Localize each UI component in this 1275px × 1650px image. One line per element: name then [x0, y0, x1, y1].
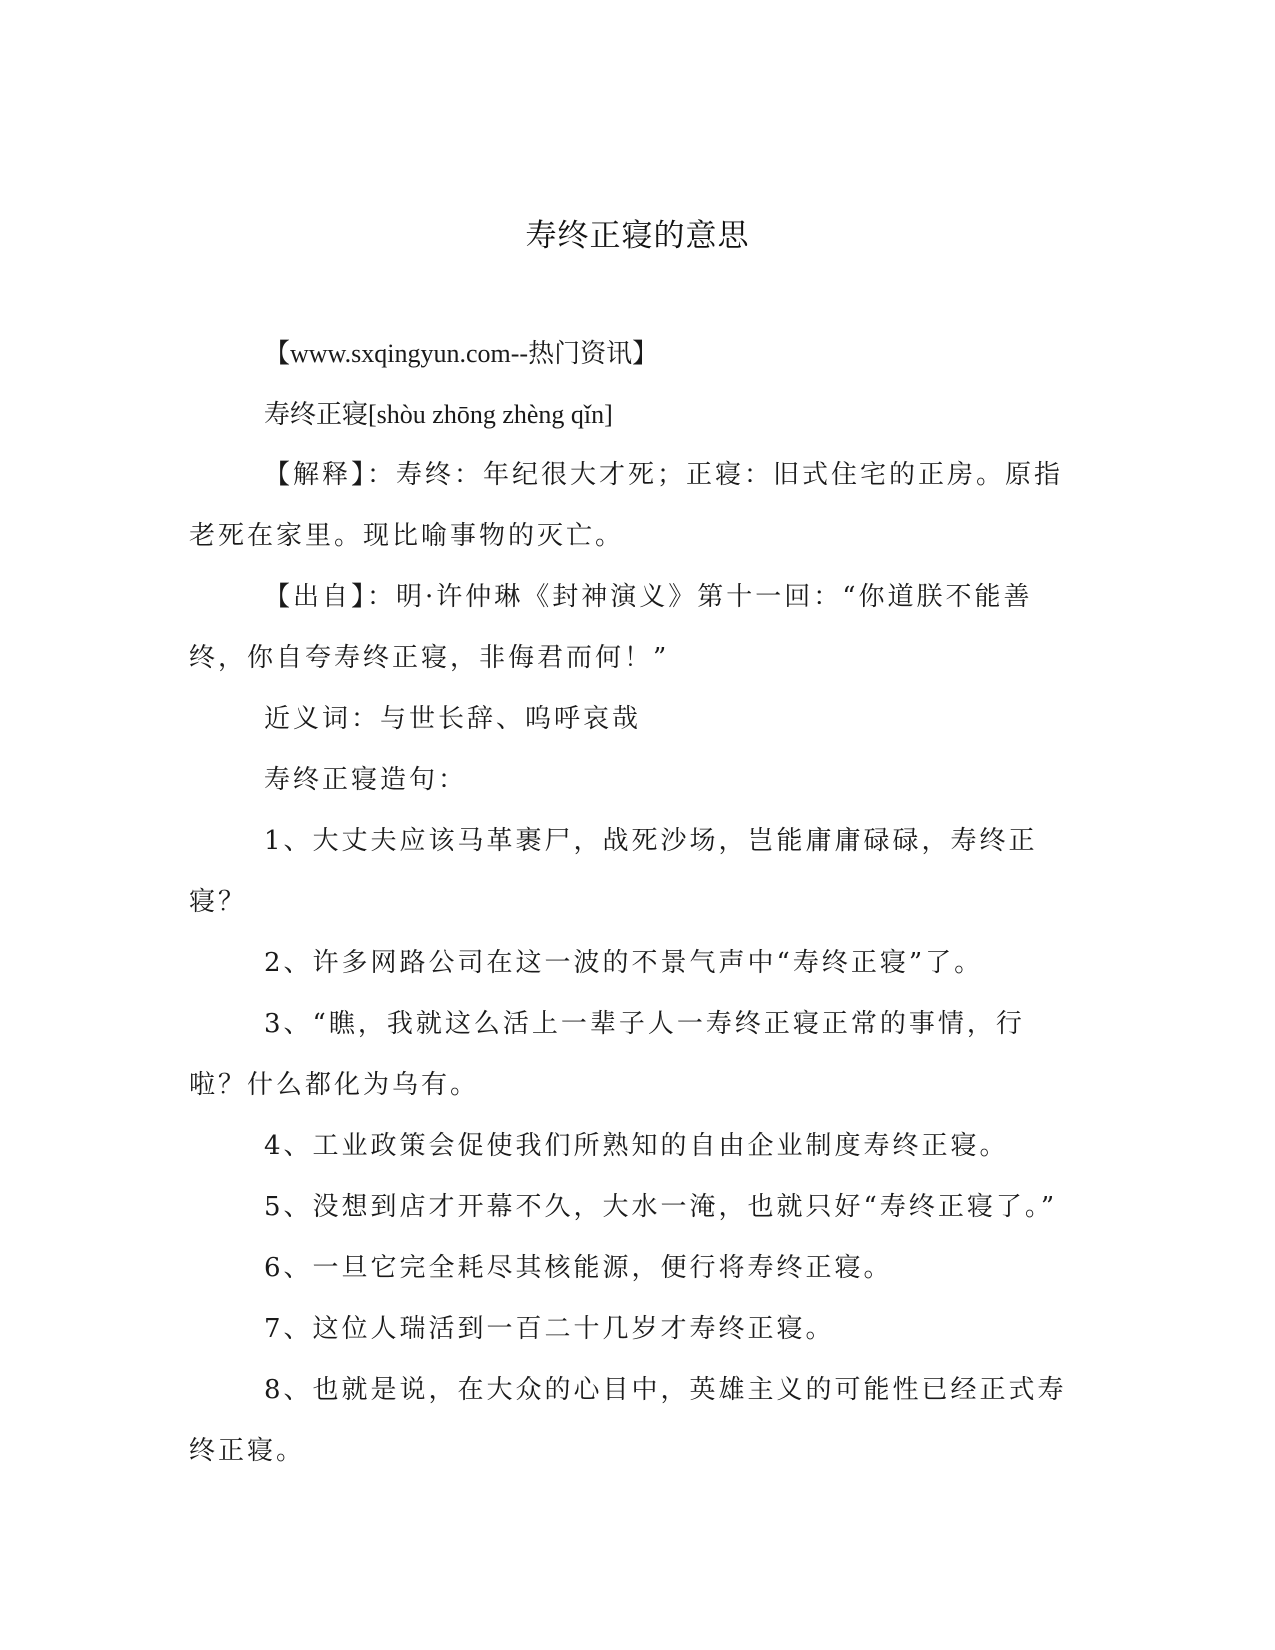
example-sentence: 2、许多网路公司在这一波的不景气声中“寿终正寝”了。	[264, 948, 984, 978]
example-sentence: 4、工业政策会促使我们所熟知的自由企业制度寿终正寝。	[264, 1131, 1009, 1161]
document-title: 寿终正寝的意思	[525, 218, 750, 254]
synonyms-line: 近义词：与世长辞、呜呼哀哉	[264, 704, 642, 734]
example-sentence: 5、没想到店才开幕不久，大水一淹，也就只好“寿终正寝了。”	[264, 1192, 1058, 1222]
example-sentence: 3、“瞧，我就这么活上一辈子人一寿终正寝正常的事情，行啦？什么都化为乌有。	[189, 1009, 1025, 1100]
document-body	[189, 323, 1069, 1482]
example-sentence: 1、大丈夫应该马革裹尸，战死沙场，岂能庸庸碌碌，寿终正寝？	[189, 826, 1038, 917]
origin-paragraph: 【出自】：明·许仲琳《封神演义》第十一回：“你道朕不能善终，你自夸寿终正寝，非侮君而何！”	[189, 582, 1033, 673]
examples-heading: 寿终正寝造句：	[264, 765, 468, 795]
example-sentence: 6、一旦它完全耗尽其核能源，便行将寿终正寝。	[264, 1253, 893, 1283]
example-sentence: 8、也就是说，在大众的心目中，英雄主义的可能性已经正式寿终正寝。	[189, 1375, 1067, 1466]
source-line: 【www.sxqingyun.com--热门资讯】	[264, 339, 659, 368]
explanation-paragraph: 【解释】：寿终：年纪很大才死；正寝：旧式住宅的正房。原指老死在家里。现比喻事物的灭亡。	[189, 460, 1064, 551]
example-sentence: 7、这位人瑞活到一百二十几岁才寿终正寝。	[264, 1314, 835, 1344]
pinyin-line: 寿终正寝[shòu zhōng zhèng qǐn]	[264, 400, 613, 429]
